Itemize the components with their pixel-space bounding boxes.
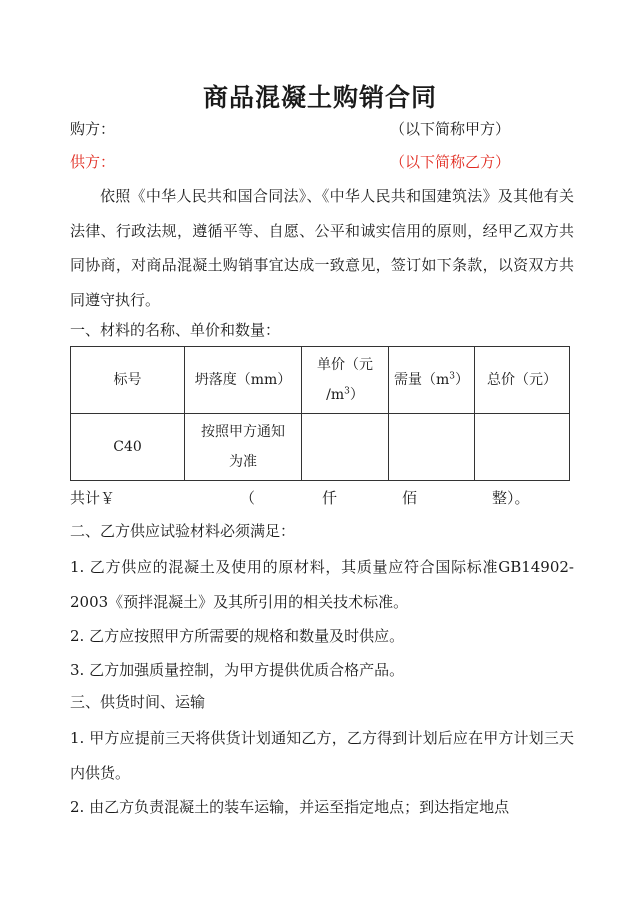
section-3-item-2: 2. 由乙方负责混凝土的装车运输，并运至指定地点；到达指定地点 (70, 798, 510, 816)
header-quantity-text: 需量（m (393, 372, 450, 388)
cell-slump (185, 414, 302, 481)
header-grade: 标号 (71, 347, 185, 414)
materials-table (70, 346, 570, 481)
header-unit-price-line2: /m (326, 387, 345, 403)
section-1-heading: 一、材料的名称、单价和数量： (70, 321, 281, 339)
section-3-item-1: 1. 甲方应提前三天将供货计划通知乙方，乙方得到计划后应在甲方计划三天内供货。 (70, 729, 574, 782)
supplier-label: 供方： (70, 153, 116, 171)
cell-slump-line1: 按照甲方通知 (201, 424, 285, 440)
cell-quantity (389, 414, 475, 481)
cell-total (475, 414, 570, 481)
table-header-row (71, 347, 570, 414)
header-unit-price-line1: 单价（元 (317, 357, 373, 373)
buyer-label: 购方： (70, 120, 116, 138)
total-qian: 仟 (322, 489, 338, 507)
section-2-heading: 二、乙方供应试验材料必须满足： (70, 522, 296, 540)
total-label: 共计￥ (70, 489, 116, 507)
header-total: 总价（元） (475, 347, 570, 414)
table-row (71, 414, 570, 481)
header-slump: 坍落度（mm） (185, 347, 302, 414)
cell-unit-price (302, 414, 389, 481)
cell-slump-line2: 为准 (229, 454, 257, 470)
section-2-item-1: 1. 乙方供应的混凝土及使用的原材料，其质量应符合国际标准GB14902-2003《预拌混凝土》及其所引用的相关技术标准。 (70, 558, 574, 611)
total-zheng: 整）。 (492, 489, 530, 507)
section-2-item-2: 2. 乙方应按照甲方所需要的规格和数量及时供应。 (70, 627, 405, 645)
header-quantity (389, 347, 475, 414)
total-open-paren: （ (240, 489, 256, 507)
section-2-item-3: 3. 乙方加强质量控制，为甲方提供优质合格产品。 (70, 661, 405, 679)
supplier-note: （以下简称乙方） (390, 153, 511, 171)
header-unit-price-sup: 3 (344, 386, 350, 397)
header-unit-price-close: ） (349, 387, 364, 403)
cell-grade: C40 (71, 414, 185, 481)
header-quantity-sup: 3 (449, 371, 455, 382)
header-quantity-close: ） (455, 372, 469, 388)
buyer-note: （以下简称甲方） (390, 120, 511, 138)
section-3-heading: 三、供货时间、运输 (70, 693, 206, 711)
total-bai: 佰 (402, 489, 418, 507)
header-unit-price (302, 347, 389, 414)
document-title: 商品混凝土购销合同 (202, 83, 437, 112)
intro-paragraph: 依照《中华人民共和国合同法》、《中华人民共和国建筑法》及其他有关法律、行政法规，遵循平等、自愿、公平和诚实信用的原则，经甲乙双方共同协商，对商品混凝土购销事宜达成一致意见，签订如下条款，以资双方共同遵守执行。 (70, 187, 574, 309)
